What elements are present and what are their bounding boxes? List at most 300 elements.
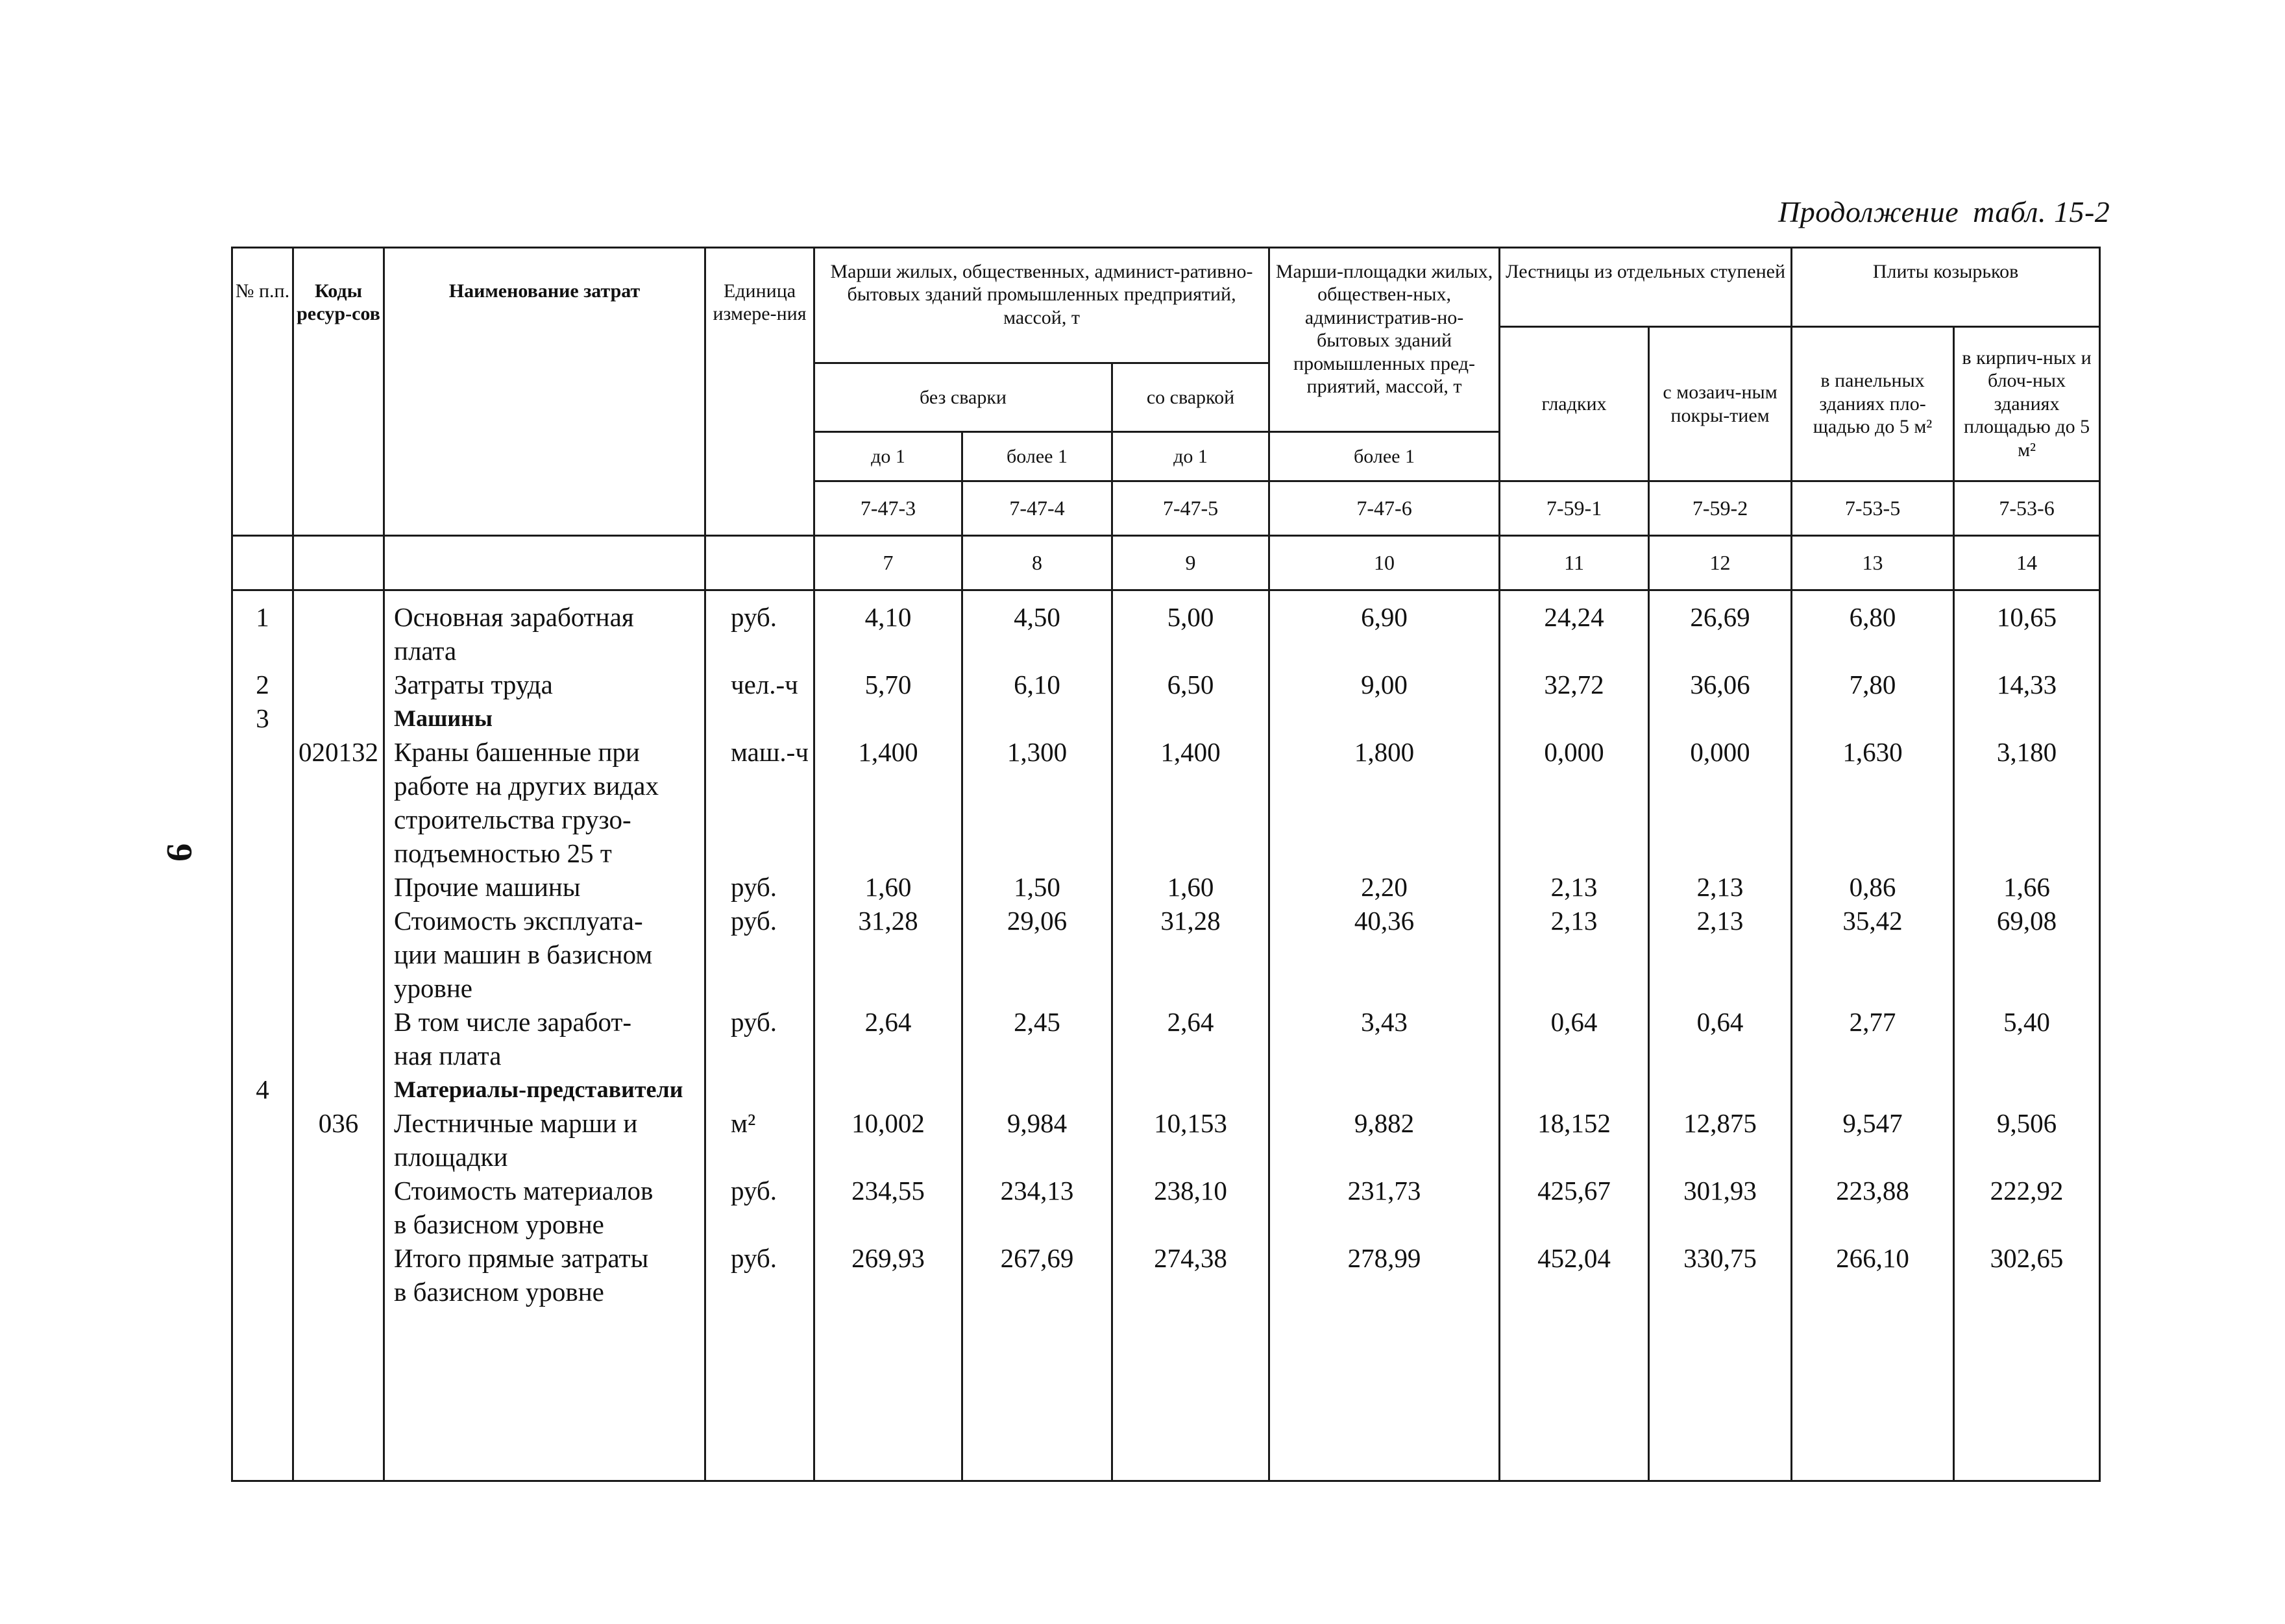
header-group-marches: Марши жилых, общественных, админист-ративно-бытовых зданий промышленных предприятий, массой, т — [814, 248, 1269, 363]
resource-code — [294, 1005, 383, 1039]
header-col-num: 14 — [1954, 536, 2100, 590]
value-cell — [1650, 1039, 1790, 1073]
value-cell: 4,50 — [1014, 602, 1060, 632]
value-cell: 234,55 — [851, 1176, 925, 1206]
value-cell — [1792, 836, 1953, 870]
value-cell: 222,92 — [1990, 1176, 2064, 1206]
header-group-steps: Лестницы из отдельных ступеней — [1500, 248, 1792, 327]
row-number — [233, 769, 292, 803]
column-values-7-59-2 — [1649, 590, 1792, 1481]
header-col-num: 13 — [1792, 536, 1954, 590]
value-cell — [1500, 769, 1648, 803]
value-cell — [1500, 836, 1648, 870]
value-cell — [1113, 1275, 1268, 1309]
value-cell — [815, 1275, 961, 1309]
unit-cell: чел.-ч — [731, 670, 798, 699]
cost-name-line: в базисном уровне — [394, 1209, 604, 1239]
header-col-num — [705, 536, 814, 590]
header-col-num — [384, 536, 705, 590]
header-group-landings: Марши-площадки жилых, обществен-ных, административ-но-бытовых зданий промышленных пред-приятий, массой, т — [1269, 248, 1500, 432]
value-cell — [1113, 938, 1268, 971]
cost-name-line: Машины — [394, 705, 493, 731]
cost-name-line: Основная заработная — [394, 602, 634, 632]
value-cell — [1650, 1073, 1790, 1106]
value-cell — [1270, 769, 1498, 803]
row-number — [233, 803, 292, 836]
value-cell: 14,33 — [1996, 670, 2057, 699]
header-col-num: 7 — [814, 536, 962, 590]
value-cell — [1792, 1140, 1953, 1174]
value-cell — [963, 1073, 1111, 1106]
column-values-7-47-6 — [1269, 590, 1500, 1481]
header-col-num — [232, 536, 293, 590]
header-col-num: 12 — [1649, 536, 1792, 590]
value-cell — [815, 803, 961, 836]
value-cell: 267,69 — [1000, 1243, 1074, 1273]
unit-cell: руб. — [731, 602, 777, 632]
value-cell — [1270, 1073, 1498, 1106]
header-canopy-panel: в панельных зданиях пло-щадью до 5 м² — [1792, 327, 1954, 481]
value-cell — [1792, 803, 1953, 836]
unit-cell: руб. — [731, 1243, 777, 1273]
value-cell — [1113, 701, 1268, 735]
value-cell — [815, 769, 961, 803]
header-steps-smooth: гладких — [1500, 327, 1649, 481]
column-values-7-47-5 — [1112, 590, 1269, 1481]
header-col-num: 8 — [962, 536, 1112, 590]
value-cell: 2,13 — [1696, 906, 1744, 936]
value-cell — [1955, 634, 2099, 668]
value-cell — [1792, 769, 1953, 803]
value-cell — [1792, 1039, 1953, 1073]
value-cell — [963, 1207, 1111, 1241]
value-cell: 1,400 — [1160, 737, 1221, 767]
header-canopy-brick: в кирпич-ных и блоч-ных зданиях площадью до 5 м² — [1954, 327, 2100, 481]
table-body — [232, 590, 2100, 1481]
row-number — [233, 836, 292, 870]
value-cell — [1792, 1073, 1953, 1106]
value-cell: 5,70 — [864, 670, 912, 699]
value-cell — [1650, 1275, 1790, 1309]
resource-code — [294, 803, 383, 836]
value-cell: 274,38 — [1154, 1243, 1227, 1273]
value-cell — [1270, 701, 1498, 735]
header-col-num: 10 — [1269, 536, 1500, 590]
value-cell — [963, 971, 1111, 1005]
value-cell — [1270, 1039, 1498, 1073]
unit-cell: маш.-ч — [731, 737, 809, 767]
value-cell — [1955, 1140, 2099, 1174]
resource-code — [294, 938, 383, 971]
row-number: 3 — [256, 703, 269, 733]
value-cell — [1792, 1275, 1953, 1309]
value-cell: 2,13 — [1550, 906, 1598, 936]
value-cell — [1113, 634, 1268, 668]
value-cell: 2,45 — [1014, 1007, 1060, 1037]
resource-code — [294, 769, 383, 803]
cost-name-line: Прочие машины — [394, 872, 581, 902]
header-code: 7-47-5 — [1112, 481, 1269, 536]
row-number: 2 — [256, 670, 269, 699]
resource-code — [294, 836, 383, 870]
value-cell — [1955, 769, 2099, 803]
unit-cell — [706, 1275, 813, 1309]
value-cell — [1500, 1073, 1648, 1106]
cost-name-line: плата — [394, 636, 457, 666]
value-cell: 1,800 — [1354, 737, 1415, 767]
value-cell: 269,93 — [851, 1243, 925, 1273]
value-cell: 31,28 — [858, 906, 918, 936]
value-cell — [1650, 971, 1790, 1005]
value-cell: 5,40 — [2003, 1007, 2050, 1037]
row-number — [233, 634, 292, 668]
value-cell: 231,73 — [1347, 1176, 1421, 1206]
value-cell — [963, 1140, 1111, 1174]
value-cell — [1955, 836, 2099, 870]
cost-name-line: строительства грузо- — [394, 805, 631, 834]
column-values-7-47-3 — [814, 590, 962, 1481]
value-cell — [1270, 1275, 1498, 1309]
value-cell — [1270, 971, 1498, 1005]
value-cell — [1955, 1039, 2099, 1073]
row-number — [233, 870, 292, 904]
column-units — [705, 590, 814, 1481]
value-cell — [963, 701, 1111, 735]
value-cell — [1792, 938, 1953, 971]
value-cell: 2,20 — [1361, 872, 1408, 902]
value-cell: 1,60 — [1167, 872, 1214, 902]
value-cell — [1955, 803, 2099, 836]
value-cell — [1500, 1039, 1648, 1073]
value-cell — [1955, 1207, 2099, 1241]
row-number — [233, 1174, 292, 1207]
header-col-num: 9 — [1112, 536, 1269, 590]
cost-name-line: Затраты труда — [394, 670, 553, 699]
column-resource-codes — [293, 590, 384, 1481]
value-cell: 234,13 — [1000, 1176, 1074, 1206]
value-cell: 425,67 — [1537, 1176, 1611, 1206]
column-values-7-53-6 — [1954, 590, 2100, 1481]
value-cell: 1,300 — [1007, 737, 1068, 767]
unit-cell — [706, 634, 813, 668]
unit-cell — [706, 938, 813, 971]
value-cell: 10,002 — [851, 1108, 925, 1138]
value-cell — [1792, 971, 1953, 1005]
unit-cell — [706, 701, 813, 735]
value-cell — [1650, 769, 1790, 803]
value-cell: 35,42 — [1842, 906, 1903, 936]
header-num: № п.п. — [232, 248, 293, 536]
value-cell: 24,24 — [1544, 602, 1604, 632]
header-codes: Коды ресур-сов — [293, 248, 384, 536]
value-cell: 10,65 — [1996, 602, 2057, 632]
value-cell — [815, 971, 961, 1005]
column-values-7-47-4 — [962, 590, 1112, 1481]
value-cell — [1955, 1073, 2099, 1106]
row-number: 4 — [256, 1074, 269, 1104]
value-cell: 2,13 — [1696, 872, 1744, 902]
value-cell: 278,99 — [1347, 1243, 1421, 1273]
resource-code — [294, 600, 383, 634]
value-cell: 2,64 — [1167, 1007, 1214, 1037]
cost-table-wrapper — [231, 247, 2101, 1482]
header-code: 7-53-6 — [1954, 481, 2100, 536]
header-group-canopy: Плиты козырьков — [1792, 248, 2100, 327]
column-cost-names — [384, 590, 705, 1481]
row-number — [233, 1039, 292, 1073]
value-cell: 6,80 — [1849, 602, 1896, 632]
value-cell — [1792, 1207, 1953, 1241]
value-cell — [1270, 803, 1498, 836]
row-number — [233, 904, 292, 938]
value-cell — [815, 634, 961, 668]
cost-name-line: площадки — [394, 1142, 508, 1172]
caption-continuation: Продолжение — [1778, 195, 1959, 228]
column-row-numbers — [232, 590, 293, 1481]
row-number: 1 — [256, 602, 269, 632]
unit-cell — [706, 803, 813, 836]
value-cell: 40,36 — [1354, 906, 1415, 936]
resource-code — [294, 1039, 383, 1073]
value-cell: 266,10 — [1836, 1243, 1909, 1273]
value-cell — [1113, 803, 1268, 836]
header-col-num: 11 — [1500, 536, 1649, 590]
table-caption — [1778, 195, 2110, 229]
row-number — [233, 1140, 292, 1174]
cost-name-line: Стоимость материалов — [394, 1176, 654, 1206]
resource-code — [294, 634, 383, 668]
value-cell — [1650, 634, 1790, 668]
value-cell — [963, 634, 1111, 668]
header-no-welding: без сварки — [814, 363, 1112, 432]
cost-name-line: В том числе заработ- — [394, 1007, 632, 1037]
value-cell: 0,000 — [1690, 737, 1750, 767]
value-cell: 36,06 — [1690, 670, 1750, 699]
row-number — [233, 1005, 292, 1039]
resource-code — [294, 904, 383, 938]
value-cell: 0,64 — [1550, 1007, 1598, 1037]
value-cell — [1500, 971, 1648, 1005]
header-code: 7-59-2 — [1649, 481, 1792, 536]
cost-name-line: Материалы-представители — [394, 1076, 683, 1102]
value-cell — [1113, 971, 1268, 1005]
value-cell — [815, 1039, 961, 1073]
row-number — [233, 1207, 292, 1241]
value-cell: 9,984 — [1007, 1108, 1068, 1138]
value-cell — [1650, 1140, 1790, 1174]
value-cell — [1113, 1207, 1268, 1241]
value-cell — [815, 836, 961, 870]
row-number — [233, 971, 292, 1005]
value-cell — [1792, 634, 1953, 668]
unit-cell — [706, 836, 813, 870]
value-cell: 238,10 — [1154, 1176, 1227, 1206]
value-cell: 1,50 — [1014, 872, 1060, 902]
unit-cell: руб. — [731, 1176, 777, 1206]
header-code: 7-47-3 — [814, 481, 962, 536]
value-cell — [815, 1073, 961, 1106]
value-cell: 1,400 — [858, 737, 918, 767]
unit-cell: м² — [731, 1108, 756, 1138]
value-cell — [963, 803, 1111, 836]
value-cell: 3,180 — [1996, 737, 2057, 767]
value-cell — [1500, 1140, 1648, 1174]
header-mass-4: более 1 — [1269, 432, 1500, 481]
header-code: 7-47-6 — [1269, 481, 1500, 536]
value-cell: 31,28 — [1160, 906, 1221, 936]
value-cell — [815, 1207, 961, 1241]
resource-code — [294, 971, 383, 1005]
header-mass-1: до 1 — [814, 432, 962, 481]
value-cell — [1650, 701, 1790, 735]
unit-cell — [706, 1039, 813, 1073]
value-cell: 223,88 — [1836, 1176, 1909, 1206]
value-cell — [1500, 634, 1648, 668]
cost-name-line: в базисном уровне — [394, 1277, 604, 1307]
row-number — [233, 735, 292, 769]
cost-name-line: подъемностью 25 т — [394, 838, 612, 868]
value-cell: 26,69 — [1690, 602, 1750, 632]
row-number — [233, 938, 292, 971]
cost-table — [231, 247, 2101, 1482]
value-cell — [1113, 1073, 1268, 1106]
value-cell — [1113, 769, 1268, 803]
cost-name-line: ная плата — [394, 1041, 502, 1071]
unit-cell — [706, 1140, 813, 1174]
column-values-7-59-1 — [1500, 590, 1649, 1481]
value-cell — [1270, 1140, 1498, 1174]
value-cell — [1113, 836, 1268, 870]
resource-code — [294, 668, 383, 701]
column-values-7-53-5 — [1792, 590, 1954, 1481]
value-cell — [1650, 1207, 1790, 1241]
value-cell — [1955, 1275, 2099, 1309]
value-cell — [1955, 938, 2099, 971]
value-cell: 18,152 — [1537, 1108, 1611, 1138]
resource-code: 020132 — [299, 737, 378, 767]
cost-name-line: Стоимость эксплуата- — [394, 906, 643, 936]
value-cell — [1792, 701, 1953, 735]
header-with-welding: со сваркой — [1112, 363, 1269, 432]
value-cell — [815, 938, 961, 971]
value-cell: 6,90 — [1361, 602, 1408, 632]
resource-code: 036 — [318, 1108, 359, 1138]
unit-cell: руб. — [731, 1007, 777, 1037]
value-cell — [1113, 1039, 1268, 1073]
cost-name-line: работе на других видах — [394, 771, 659, 801]
value-cell — [963, 1275, 1111, 1309]
unit-cell: руб. — [731, 872, 777, 902]
value-cell: 302,65 — [1990, 1243, 2064, 1273]
value-cell: 301,93 — [1683, 1176, 1757, 1206]
value-cell — [1500, 1275, 1648, 1309]
cost-name-line: Лестничные марши и — [394, 1108, 638, 1138]
value-cell: 4,10 — [864, 602, 912, 632]
resource-code — [294, 701, 383, 735]
value-cell — [815, 1140, 961, 1174]
value-cell: 9,00 — [1361, 670, 1408, 699]
value-cell: 0,86 — [1849, 872, 1896, 902]
row-number — [233, 1241, 292, 1275]
value-cell — [815, 701, 961, 735]
value-cell — [1955, 701, 2099, 735]
resource-code — [294, 1073, 383, 1106]
value-cell: 10,153 — [1154, 1108, 1227, 1138]
value-cell — [1650, 938, 1790, 971]
header-number-row — [232, 536, 2100, 590]
header-col-num — [293, 536, 384, 590]
value-cell — [1500, 803, 1648, 836]
row-number — [233, 1106, 292, 1140]
caption-table-ref: табл. 15-2 — [1973, 195, 2110, 228]
resource-code — [294, 1275, 383, 1309]
cost-name-line: ции машин в базисном — [394, 939, 653, 969]
value-cell: 0,64 — [1696, 1007, 1744, 1037]
header-code: 7-47-4 — [962, 481, 1112, 536]
header-name: Наименование затрат — [384, 248, 705, 536]
value-cell — [963, 1039, 1111, 1073]
value-cell: 0,000 — [1544, 737, 1604, 767]
value-cell: 69,08 — [1996, 906, 2057, 936]
value-cell — [1270, 1207, 1498, 1241]
resource-code — [294, 1174, 383, 1207]
unit-cell — [706, 769, 813, 803]
value-cell — [1650, 803, 1790, 836]
page-number: 9 — [159, 843, 199, 862]
value-cell — [963, 836, 1111, 870]
value-cell — [1270, 938, 1498, 971]
value-cell: 1,60 — [864, 872, 912, 902]
value-cell — [963, 938, 1111, 971]
value-cell: 1,630 — [1842, 737, 1903, 767]
header-steps-mosaic: с мозаич-ным покры-тием — [1649, 327, 1792, 481]
value-cell: 3,43 — [1361, 1007, 1408, 1037]
resource-code — [294, 1241, 383, 1275]
value-cell: 9,506 — [1996, 1108, 2057, 1138]
value-cell — [1500, 1207, 1648, 1241]
value-cell — [1270, 836, 1498, 870]
header-code: 7-53-5 — [1792, 481, 1954, 536]
unit-cell: руб. — [731, 906, 777, 936]
value-cell: 6,50 — [1167, 670, 1214, 699]
unit-cell — [706, 971, 813, 1005]
value-cell: 6,10 — [1014, 670, 1060, 699]
value-cell: 2,77 — [1849, 1007, 1896, 1037]
header-unit: Единица измере-ния — [705, 248, 814, 536]
value-cell: 32,72 — [1544, 670, 1604, 699]
cost-name-line: уровне — [394, 973, 472, 1003]
value-cell — [1500, 938, 1648, 971]
value-cell: 9,547 — [1842, 1108, 1903, 1138]
resource-code — [294, 1207, 383, 1241]
value-cell: 330,75 — [1683, 1243, 1757, 1273]
value-cell: 2,64 — [864, 1007, 912, 1037]
value-cell — [1270, 634, 1498, 668]
header-mass-3: до 1 — [1112, 432, 1269, 481]
row-number — [233, 1275, 292, 1309]
value-cell: 29,06 — [1007, 906, 1068, 936]
cost-name-line: Краны башенные при — [394, 737, 640, 767]
value-cell — [1113, 1140, 1268, 1174]
value-cell — [963, 769, 1111, 803]
value-cell: 5,00 — [1167, 602, 1214, 632]
header-mass-2: более 1 — [962, 432, 1112, 481]
value-cell: 1,66 — [2003, 872, 2050, 902]
value-cell — [1955, 971, 2099, 1005]
value-cell: 2,13 — [1550, 872, 1598, 902]
header-code: 7-59-1 — [1500, 481, 1649, 536]
value-cell — [1500, 701, 1648, 735]
